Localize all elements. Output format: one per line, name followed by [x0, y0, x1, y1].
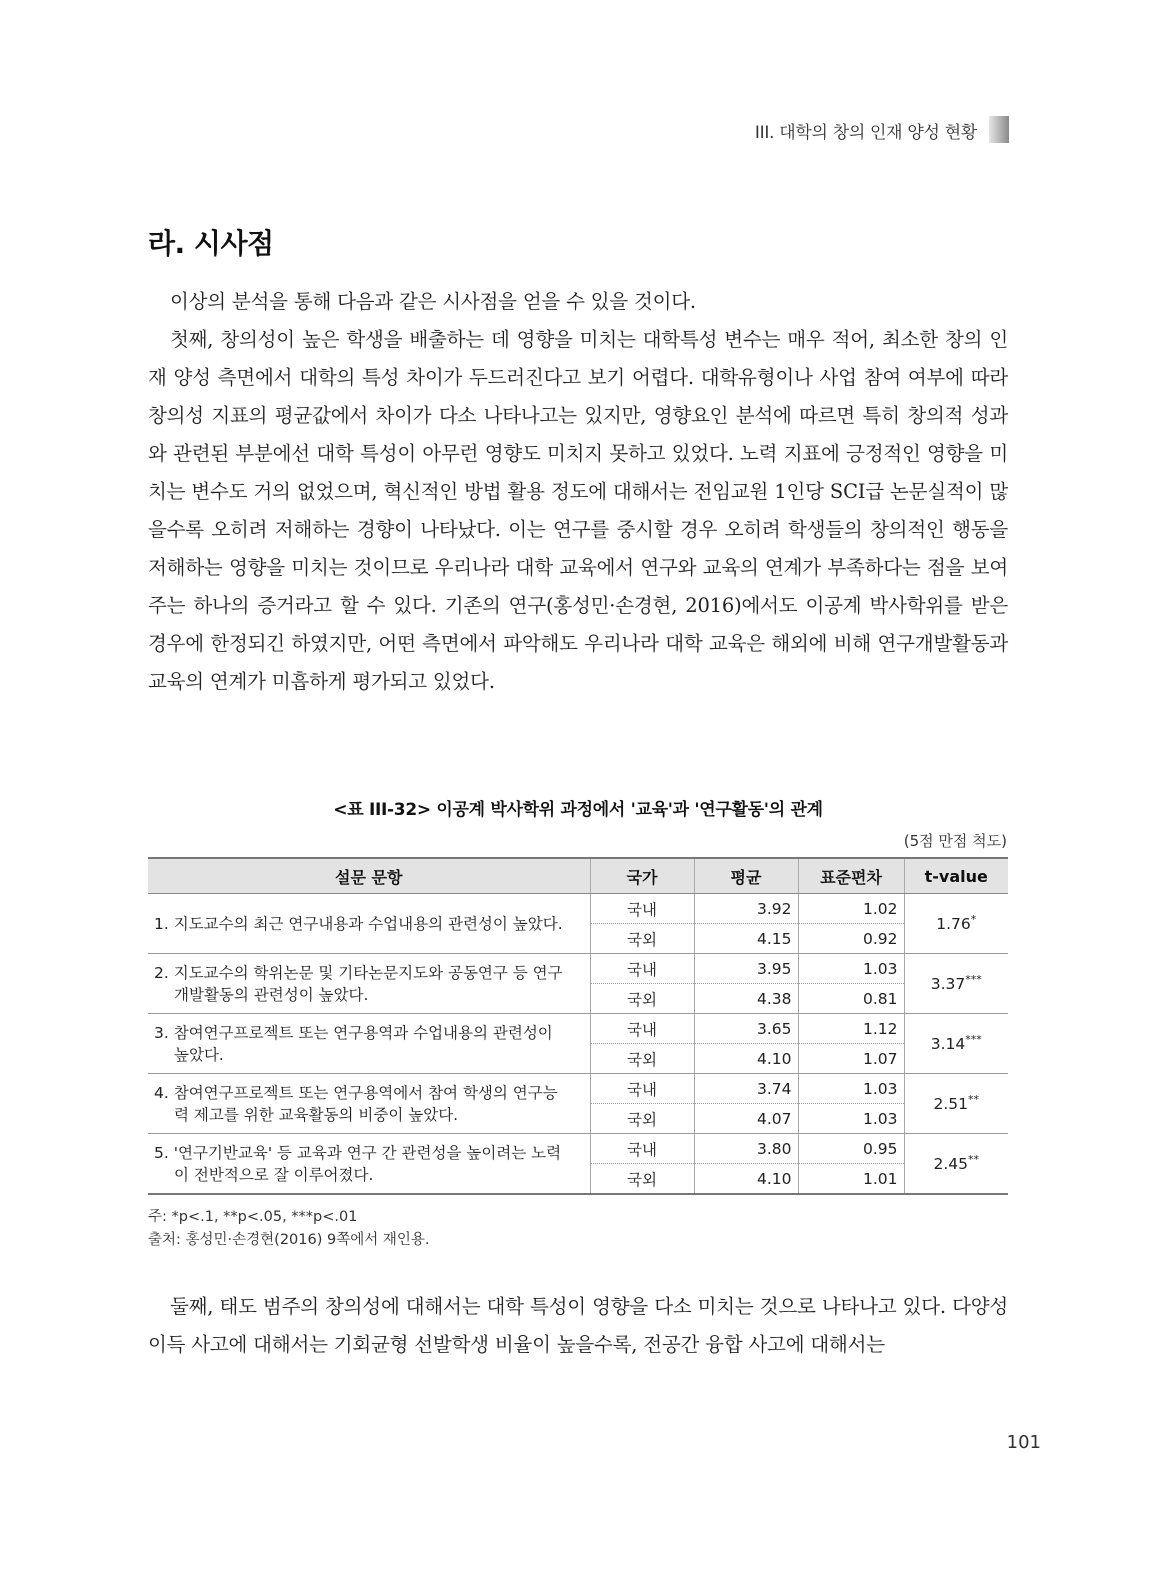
question-line: 2. 지도교수의 학위논문 및 기타논문지도와 공동연구 등 연구 — [154, 963, 563, 982]
question-line: 1. 지도교수의 최근 연구내용과 수업내용의 관련성이 높았다. — [154, 914, 563, 933]
significance-mark: *** — [965, 973, 982, 987]
intro-text — [148, 283, 1008, 701]
question-line: 4. 참여연구프로젝트 또는 연구용역에서 참여 학생의 연구능 — [154, 1083, 558, 1102]
mean-cell: 4.10 — [694, 1044, 798, 1074]
table-unit: (5점 만점 척도) — [903, 832, 1007, 850]
question-line: 3. 참여연구프로젝트 또는 연구용역과 수업내용의 관련성이 — [154, 1023, 553, 1042]
sd-cell: 1.03 — [798, 1074, 904, 1104]
mean-cell: 3.65 — [694, 1014, 798, 1044]
table-row — [148, 1074, 1008, 1104]
sd-cell: 1.07 — [798, 1044, 904, 1074]
sd-cell: 1.12 — [798, 1014, 904, 1044]
data-table — [148, 857, 1008, 1195]
question-line: 력 제고를 위한 교육활동의 비중이 높았다. — [174, 1105, 459, 1124]
paragraph: 이상의 분석을 통해 다음과 같은 시사점을 얻을 수 있을 것이다. — [170, 290, 696, 313]
t-value-cell — [904, 1014, 1008, 1074]
mean-cell: 4.38 — [694, 984, 798, 1014]
t-value: 2.45 — [933, 1155, 968, 1174]
sd-cell: 0.81 — [798, 984, 904, 1014]
country-cell: 국외 — [590, 1164, 694, 1195]
country-cell: 국내 — [590, 1134, 694, 1164]
table-row — [148, 1014, 1008, 1044]
mean-cell: 3.92 — [694, 894, 798, 924]
table-notes — [148, 1206, 429, 1252]
mean-cell: 3.74 — [694, 1074, 798, 1104]
t-value: 2.51 — [933, 1095, 968, 1114]
sd-cell: 1.01 — [798, 1164, 904, 1195]
column-header: 평균 — [694, 858, 798, 894]
question-cell — [148, 1014, 590, 1074]
sd-cell: 0.95 — [798, 1134, 904, 1164]
section-heading: 라. 시사점 — [148, 227, 274, 260]
significance-note: 주: *p<.1, **p<.05, ***p<.01 — [148, 1209, 358, 1225]
question-cell — [148, 954, 590, 1014]
column-header: t-value — [904, 858, 1008, 894]
t-value: 1.76 — [936, 915, 971, 934]
paragraph: 첫째, 창의성이 높은 학생을 배출하는 데 영향을 미치는 대학특성 변수는 매우 적어, 최소한 창의 인재 양성 측면에서 대학의 특성 차이가 두드러진다고 보기 어렵다. 대학유형이나 사업 참여 여부에 따라 창의성 지표의 평균값에서 차이가 다소 나타나고는 있지만, 영향요인 분석에 따르면 특히 창의적 성과와 관련된 부분에선 대학 특성이 아무런 영향도 미치지 못하고 있었다. 노력 지표에 긍정적인 영향을 미치는 변수도 거의 없었으며, 혁신적인 방법 활용 정도에 대해서는 전임교원 1인당 SCI급 논문실적이 많을수록 오히려 저해하는 경향이 나타났다. 이는 연구를 중시할 경우 오히려 학생들의 창의적인 행동을 저해하는 영향을 미치는 것이므로 우리나라 대학 교육에서 연구와 교육의 연계가 부족하다는 점을 보여주는 하나의 증거라고 할 수 있다. 기존의 연구(홍성민·손경현, 2016)에서도 이공계 박사학위를 받은 경우에 한정되긴 하였지만, 어떤 측면에서 파악해도 우리나라 대학 교육은 해외에 비해 연구개발활동과 교육의 연계가 미흡하게 평가되고 있었다. — [148, 328, 1008, 693]
country-cell: 국외 — [590, 984, 694, 1014]
question-cell — [148, 1074, 590, 1134]
paragraph: 둘째, 태도 범주의 창의성에 대해서는 대학 특성이 영향을 다소 미치는 것으로 나타나고 있다. 다양성 이득 사고에 대해서는 기회균형 선발학생 비율이 높을수록, 전공간 융합 사고에 대해서는 — [148, 1295, 1008, 1356]
table-row — [148, 1134, 1008, 1164]
question-line: 개발활동의 관련성이 높았다. — [174, 985, 369, 1004]
table-row — [148, 894, 1008, 924]
source-note: 출처: 홍성민·손경현(2016) 9쪽에서 재인용. — [148, 1232, 430, 1248]
column-header: 국가 — [590, 858, 694, 894]
sd-cell: 1.03 — [798, 1104, 904, 1134]
question-cell — [148, 1134, 590, 1195]
country-cell: 국외 — [590, 1044, 694, 1074]
country-cell: 국내 — [590, 1074, 694, 1104]
mean-cell: 4.15 — [694, 924, 798, 954]
mean-cell: 4.07 — [694, 1104, 798, 1134]
significance-mark: ** — [968, 1093, 979, 1107]
table-header-row — [148, 858, 1008, 894]
sd-cell: 1.03 — [798, 954, 904, 984]
country-cell: 국내 — [590, 1014, 694, 1044]
question-cell — [148, 894, 590, 954]
sd-cell: 1.02 — [798, 894, 904, 924]
mean-cell: 4.10 — [694, 1164, 798, 1195]
mean-cell: 3.80 — [694, 1134, 798, 1164]
significance-mark: * — [970, 913, 977, 927]
sd-cell: 0.92 — [798, 924, 904, 954]
country-cell: 국내 — [590, 954, 694, 984]
t-value-cell — [904, 1134, 1008, 1195]
running-header: III. 대학의 창의 인재 양성 현황 — [754, 123, 977, 143]
question-line: 5. '연구기반교육' 등 교육과 연구 간 관련성을 높이려는 노력 — [154, 1143, 562, 1162]
t-value-cell — [904, 954, 1008, 1014]
t-value-cell — [904, 1074, 1008, 1134]
page-number: 101 — [1006, 1432, 1041, 1453]
country-cell: 국외 — [590, 924, 694, 954]
t-value-cell — [904, 894, 1008, 954]
closing-text — [148, 1288, 1008, 1364]
t-value: 3.37 — [930, 975, 966, 994]
table-row — [148, 954, 1008, 984]
t-value: 3.14 — [930, 1035, 966, 1054]
column-header: 표준편차 — [798, 858, 904, 894]
significance-mark: *** — [965, 1033, 982, 1047]
question-line: 높았다. — [174, 1045, 224, 1064]
table-caption: <표 III-32> 이공계 박사학위 과정에서 '교육'과 '연구활동'의 관계 — [333, 800, 823, 820]
country-cell: 국내 — [590, 894, 694, 924]
significance-mark: ** — [968, 1153, 979, 1167]
header-bar-decoration — [989, 116, 1009, 143]
mean-cell: 3.95 — [694, 954, 798, 984]
country-cell: 국외 — [590, 1104, 694, 1134]
column-header: 설문 문항 — [148, 858, 590, 894]
question-line: 이 전반적으로 잘 이루어졌다. — [174, 1165, 374, 1184]
